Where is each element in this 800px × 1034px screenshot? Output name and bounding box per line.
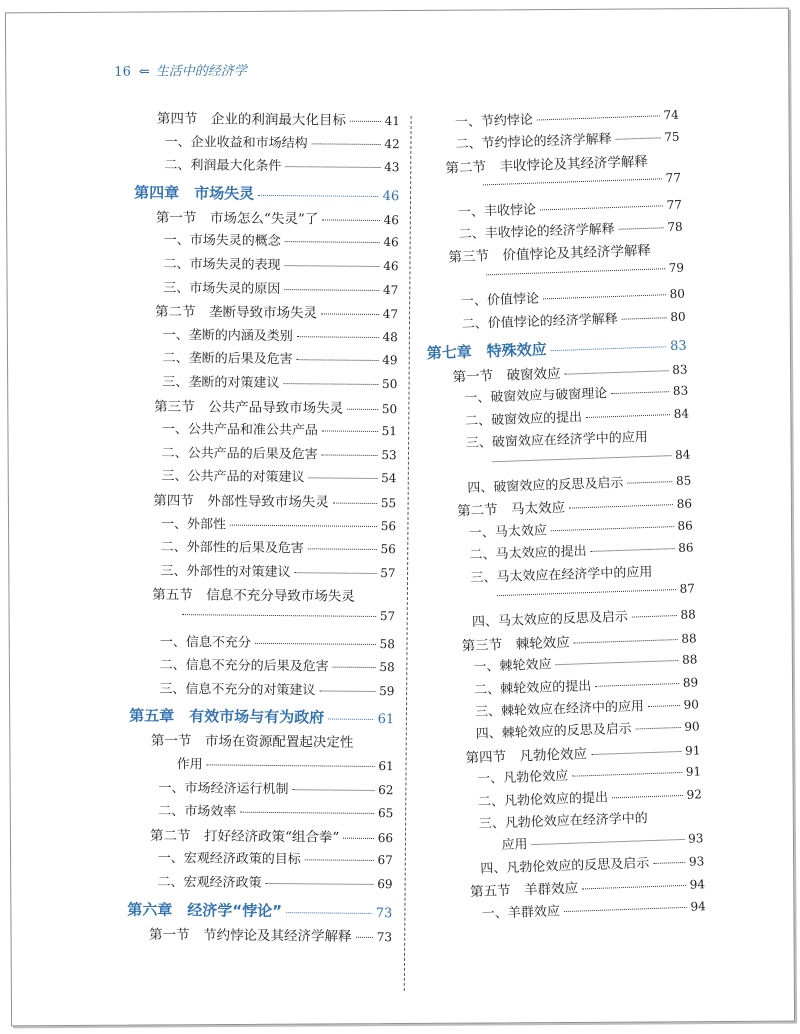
toc-page-number: 93	[687, 831, 704, 847]
toc-item	[160, 560, 395, 582]
toc-page-number: 57	[380, 565, 396, 580]
dot-leader	[285, 166, 380, 168]
toc-page-number: 74	[663, 107, 680, 123]
toc-section	[152, 583, 395, 605]
toc-item	[161, 465, 396, 487]
toc-page-number: 78	[667, 219, 683, 235]
toc-page-number: 90	[683, 697, 700, 712]
running-head	[114, 60, 247, 80]
toc-entry-title: 三、凡勃伦效应在经济学中的	[478, 811, 649, 832]
toc-entry-title: 第二节 马太效应	[456, 500, 566, 520]
toc-item	[163, 324, 398, 346]
dot-leader	[283, 383, 378, 385]
toc-page-number: 42	[384, 136, 400, 151]
toc-entry-title: 第二节 打好经济政策“组合拳”	[149, 827, 340, 846]
dot-leader	[611, 392, 669, 395]
toc-page-number: 80	[669, 286, 686, 302]
toc-entry-title: 第五节 信息不充分导致市场失灵	[152, 587, 355, 606]
dot-leader	[347, 408, 378, 409]
dot-leader	[295, 572, 377, 574]
toc-entry-title: 二、公共产品的后果及危害	[161, 445, 318, 463]
toc-item	[158, 776, 393, 798]
toc-entry-title: 一、外部性	[160, 516, 227, 533]
dot-leader	[551, 346, 666, 351]
toc-entry-title: 二、丰收悖论的经济学解释	[458, 221, 615, 243]
dot-leader	[350, 121, 381, 122]
toc-continuation	[177, 753, 394, 775]
toc-item	[158, 847, 393, 869]
toc-item	[159, 678, 394, 700]
toc-entry-title: 三、垄断的对策建议	[162, 374, 280, 392]
toc-page-number: 57	[379, 609, 396, 624]
toc-page-number: 43	[384, 160, 400, 175]
dot-leader	[255, 642, 376, 644]
toc-section	[156, 206, 399, 228]
toc-entry-title: 第三节 价值悖论及其经济学解释	[448, 243, 652, 266]
dot-leader	[540, 205, 663, 210]
toc-page-number: 58	[379, 660, 395, 675]
toc-entry-title: 二、凡勃伦效应的提出	[477, 790, 609, 810]
dot-leader	[564, 906, 687, 911]
toc-entry-title: 三、外部性的对策建议	[160, 563, 291, 580]
toc-page-number: 90	[684, 719, 700, 735]
toc-page-number: 93	[688, 854, 705, 869]
dot-leader	[297, 360, 379, 362]
dot-leader	[582, 885, 686, 890]
dot-leader	[483, 178, 662, 185]
toc-page-number: 54	[381, 471, 397, 486]
dot-leader	[207, 764, 375, 767]
dot-leader	[595, 683, 679, 687]
toc-page-number: 83	[671, 362, 688, 378]
dot-leader	[333, 667, 376, 668]
dot-leader	[492, 455, 671, 462]
toc-entry-title: 第三节 棘轮效应	[461, 634, 570, 655]
dot-leader	[653, 862, 685, 864]
toc-entry-title: 二、马太效应的提出	[469, 544, 587, 564]
toc-entry-title: 一、价值悖论	[460, 291, 540, 310]
toc-entry-title: 一、羊群效应	[481, 903, 561, 922]
toc-entry-title: 第一节 市场怎么“失灵”了	[155, 209, 319, 228]
toc-item	[161, 536, 396, 558]
toc-section	[149, 922, 392, 944]
toc-entry-title: 第一节 破窗效应	[452, 365, 561, 386]
dot-leader	[308, 549, 377, 551]
toc-page-number: 83	[669, 338, 687, 355]
dot-leader	[312, 143, 381, 145]
dot-leader	[569, 505, 673, 510]
toc-entry-title: 三、市场失灵的原因	[163, 280, 281, 297]
dot-leader	[230, 524, 377, 526]
toc-section	[150, 824, 393, 846]
toc-entry-title: 四、马太效应的反思及启示	[471, 610, 629, 631]
toc-entry-title: 三、马太效应在经济学中的应用	[470, 564, 653, 586]
dot-leader	[321, 314, 379, 316]
toc-page-number: 53	[381, 447, 397, 462]
toc-page-number: 80	[670, 309, 686, 324]
toc-entry-title: 第一节 市场在资源配置起决定性	[150, 733, 354, 752]
toc-page-number: 91	[685, 764, 702, 780]
dot-leader	[266, 883, 374, 885]
toc-continuation	[178, 607, 395, 629]
toc-page-number: 88	[681, 652, 698, 668]
toc-entry-title: 二、市场失灵的表现	[163, 256, 281, 274]
dot-leader	[182, 614, 376, 617]
toc-page-number: 89	[682, 674, 699, 690]
toc-page-number: 61	[378, 759, 394, 774]
toc-page-number: 91	[684, 743, 701, 758]
toc-page-number: 46	[383, 212, 400, 227]
dot-leader	[328, 719, 373, 720]
toc-page-number: 65	[377, 806, 394, 821]
toc-page-number: 94	[690, 898, 706, 914]
toc-page-number: 61	[377, 712, 395, 728]
toc-section	[151, 729, 394, 751]
toc-entry-title: 三、棘轮效应在经济中的应用	[474, 699, 645, 720]
toc-entry-title: 一、马太效应	[468, 523, 548, 541]
toc-entry-title: 四、破窗效应的反思及启示	[467, 475, 624, 497]
toc-page-number: 77	[665, 170, 682, 186]
toc-entry-title: 三、公共产品的对策建议	[161, 469, 305, 486]
toc-chapter	[129, 705, 394, 728]
toc-page-number: 55	[380, 496, 397, 511]
toc-entry-title: 第四节 凡勃伦效应	[465, 745, 588, 767]
toc-page-number: 84	[673, 406, 690, 421]
toc-page-number: 75	[664, 130, 680, 145]
dot-leader	[532, 839, 685, 845]
toc-entry-title: 第三节 公共产品导致市场失灵	[154, 398, 344, 417]
dot-leader	[591, 751, 681, 755]
toc-entry-title: 第七章 特殊效应	[426, 340, 548, 363]
dot-leader	[258, 195, 378, 197]
dot-leader	[591, 548, 675, 552]
toc-entry-title: 第二节 丰收悖论及其经济学解释	[445, 153, 649, 177]
toc-item	[162, 418, 397, 440]
toc-entry-title: 二、信息不充分的后果及危害	[159, 658, 329, 675]
toc-entry-title: 四、棘轮效应的反思及启示	[475, 722, 632, 743]
toc-page-number: 48	[382, 329, 398, 344]
dot-leader	[292, 789, 374, 791]
toc-item	[160, 654, 395, 676]
toc-section	[157, 107, 400, 129]
toc-item	[164, 154, 399, 176]
toc-entry-title: 第四章 市场失灵	[134, 183, 255, 203]
toc-item	[158, 871, 393, 893]
toc-item	[163, 253, 398, 275]
dot-leader	[322, 431, 378, 433]
toc-entry-title: 二、外部性的后果及危害	[160, 540, 304, 557]
toc-page-number: 46	[382, 188, 400, 204]
toc-page-number: 51	[381, 424, 397, 439]
toc-page-number: 86	[677, 518, 694, 533]
toc-page-number: 73	[375, 905, 393, 921]
toc-page-number: 56	[380, 518, 397, 533]
toc-section	[153, 489, 396, 511]
toc-item	[160, 630, 395, 652]
dot-leader	[322, 454, 378, 456]
toc-item	[162, 371, 397, 393]
dot-leader	[285, 241, 380, 243]
toc-item	[461, 305, 686, 333]
dot-leader	[586, 414, 670, 418]
toc-page-number: 46	[383, 235, 399, 250]
toc-page-number: 67	[377, 853, 393, 868]
toc-entry-title: 四、凡勃伦效应的反思及启示	[480, 855, 650, 877]
dot-leader	[572, 772, 682, 777]
toc-entry-title: 二、节约悖论的经济学解释	[455, 132, 612, 153]
toc-page-number: 86	[676, 496, 693, 512]
toc-page-number: 47	[382, 307, 399, 322]
dot-leader	[612, 795, 683, 798]
page-number: 16	[114, 64, 131, 80]
toc-entry-title: 二、价值悖论的经济学解释	[461, 311, 618, 332]
dot-leader	[616, 138, 661, 141]
toc-item	[163, 277, 398, 299]
toc-entry-title: 一、棘轮效应	[473, 657, 552, 676]
toc-entry-title: 第五章 有效市场与有为政府	[129, 707, 325, 727]
toc-page-number: 46	[383, 259, 399, 274]
toc-entry-title: 一、垄断的内涵及类别	[162, 327, 293, 344]
toc-item	[163, 347, 398, 369]
toc-entry-title: 第二节 垄断导致市场失灵	[154, 304, 318, 322]
dot-leader	[240, 812, 374, 814]
toc-item	[161, 513, 396, 535]
toc-page-number: 77	[666, 197, 683, 212]
dot-leader	[305, 860, 374, 862]
dot-leader	[308, 478, 377, 480]
dot-leader	[555, 660, 678, 665]
dot-leader	[551, 526, 674, 531]
toc-entry-title: 三、破窗效应在经济学中的应用	[465, 430, 649, 452]
toc-page-number: 92	[686, 786, 703, 802]
toc-page-number: 50	[382, 377, 398, 392]
toc-entry-title: 三、信息不充分的对策建议	[159, 681, 316, 699]
dot-leader	[319, 690, 375, 692]
toc-page-number: 85	[675, 473, 692, 488]
toc-page-number: 56	[380, 542, 396, 557]
toc-page-number: 69	[377, 877, 393, 892]
toc-chapter	[134, 181, 399, 204]
toc-page-number: 49	[382, 353, 398, 368]
toc-page-number: 59	[379, 683, 395, 698]
toc-entry-title: 二、棘轮效应的提出	[474, 678, 592, 698]
back-arrow-icon: ⇐	[138, 64, 150, 80]
toc-entry-title: 一、凡勃伦效应	[477, 769, 569, 788]
toc-entry-title: 二、市场效率	[158, 804, 237, 820]
toc-item	[164, 229, 399, 251]
toc-section	[155, 300, 398, 322]
toc-entry-title: 二、破窗效应的提出	[464, 409, 583, 429]
toc-page-number: 62	[378, 782, 394, 797]
toc-page-number: 73	[376, 929, 393, 944]
dot-leader	[636, 727, 681, 730]
dot-leader	[627, 481, 672, 484]
toc-entry-title: 第一节 节约悖论及其经济学解释	[149, 926, 352, 945]
dot-leader	[565, 370, 669, 375]
toc-entry-title: 一、公共产品和准公共产品	[161, 422, 319, 439]
toc-entry-title: 一、节约悖论	[454, 112, 534, 131]
toc-entry-title: 第五节 羊群效应	[469, 880, 579, 901]
toc-item	[162, 442, 397, 464]
toc-page-number: 66	[377, 830, 394, 845]
toc-chapter	[127, 898, 392, 921]
dot-leader	[333, 503, 377, 504]
toc-entry-title: 一、破窗效应与破窗理论	[464, 386, 608, 407]
toc-entry-title: 一、企业收益和市场结构	[164, 134, 308, 151]
toc-entry-title: 一、宏观经济政策的目标	[157, 851, 301, 868]
dot-leader	[343, 837, 373, 838]
toc-entry-title: 第四节 外部性导致市场失灵	[153, 492, 329, 511]
toc-page-number: 84	[674, 447, 691, 462]
toc-page-number: 94	[689, 877, 706, 892]
dot-leader	[632, 615, 677, 618]
dot-leader	[574, 639, 678, 644]
toc-item	[158, 800, 393, 822]
toc-item	[165, 131, 400, 153]
dot-leader	[286, 912, 372, 914]
toc-page-number: 88	[681, 631, 697, 646]
toc-item	[481, 895, 706, 923]
dot-leader	[297, 336, 379, 338]
toc-entry-title: 作用	[176, 757, 203, 773]
dot-leader	[322, 219, 379, 221]
book-page	[5, 8, 795, 1027]
toc-page-number: 87	[679, 581, 696, 596]
dot-leader	[619, 227, 664, 230]
dot-leader	[543, 294, 666, 299]
toc-page-number: 58	[379, 636, 395, 651]
toc-page-number: 79	[668, 260, 685, 275]
toc-section	[154, 394, 397, 416]
toc-page-number: 47	[382, 282, 399, 297]
dot-leader	[648, 705, 680, 707]
dot-leader	[285, 265, 380, 267]
dot-leader	[537, 115, 660, 120]
toc-entry-title: 一、市场经济运行机制	[158, 780, 289, 797]
dot-leader	[284, 289, 379, 291]
toc-entry-title: 二、利润最大化条件	[164, 158, 282, 175]
toc-page-number: 83	[672, 383, 689, 399]
running-title: 生活中的经济学	[155, 63, 247, 80]
toc-page-number: 86	[678, 540, 694, 556]
dot-leader	[622, 317, 667, 320]
toc-entry-title: 第六章 经济学“悖论”	[127, 900, 283, 920]
toc-page-number: 41	[384, 114, 400, 129]
toc-entry-title: 应用	[501, 837, 528, 854]
toc-entry-title: 一、市场失灵的概念	[163, 233, 281, 250]
toc-entry-title: 一、丰收悖论	[457, 202, 537, 220]
toc-entry-title: 一、信息不充分	[159, 634, 251, 651]
toc-entry-title: 二、宏观经济政策	[157, 874, 262, 891]
dot-leader	[486, 268, 665, 275]
dot-leader	[497, 589, 676, 596]
column-divider	[404, 116, 412, 991]
toc-entry-title: 二、垄断的后果及危害	[162, 351, 293, 368]
toc-page-number: 50	[381, 401, 398, 416]
toc-entry-title: 第四节 企业的利润最大化目标	[156, 110, 346, 129]
toc-page-number: 88	[680, 607, 697, 623]
dot-leader	[356, 936, 373, 937]
